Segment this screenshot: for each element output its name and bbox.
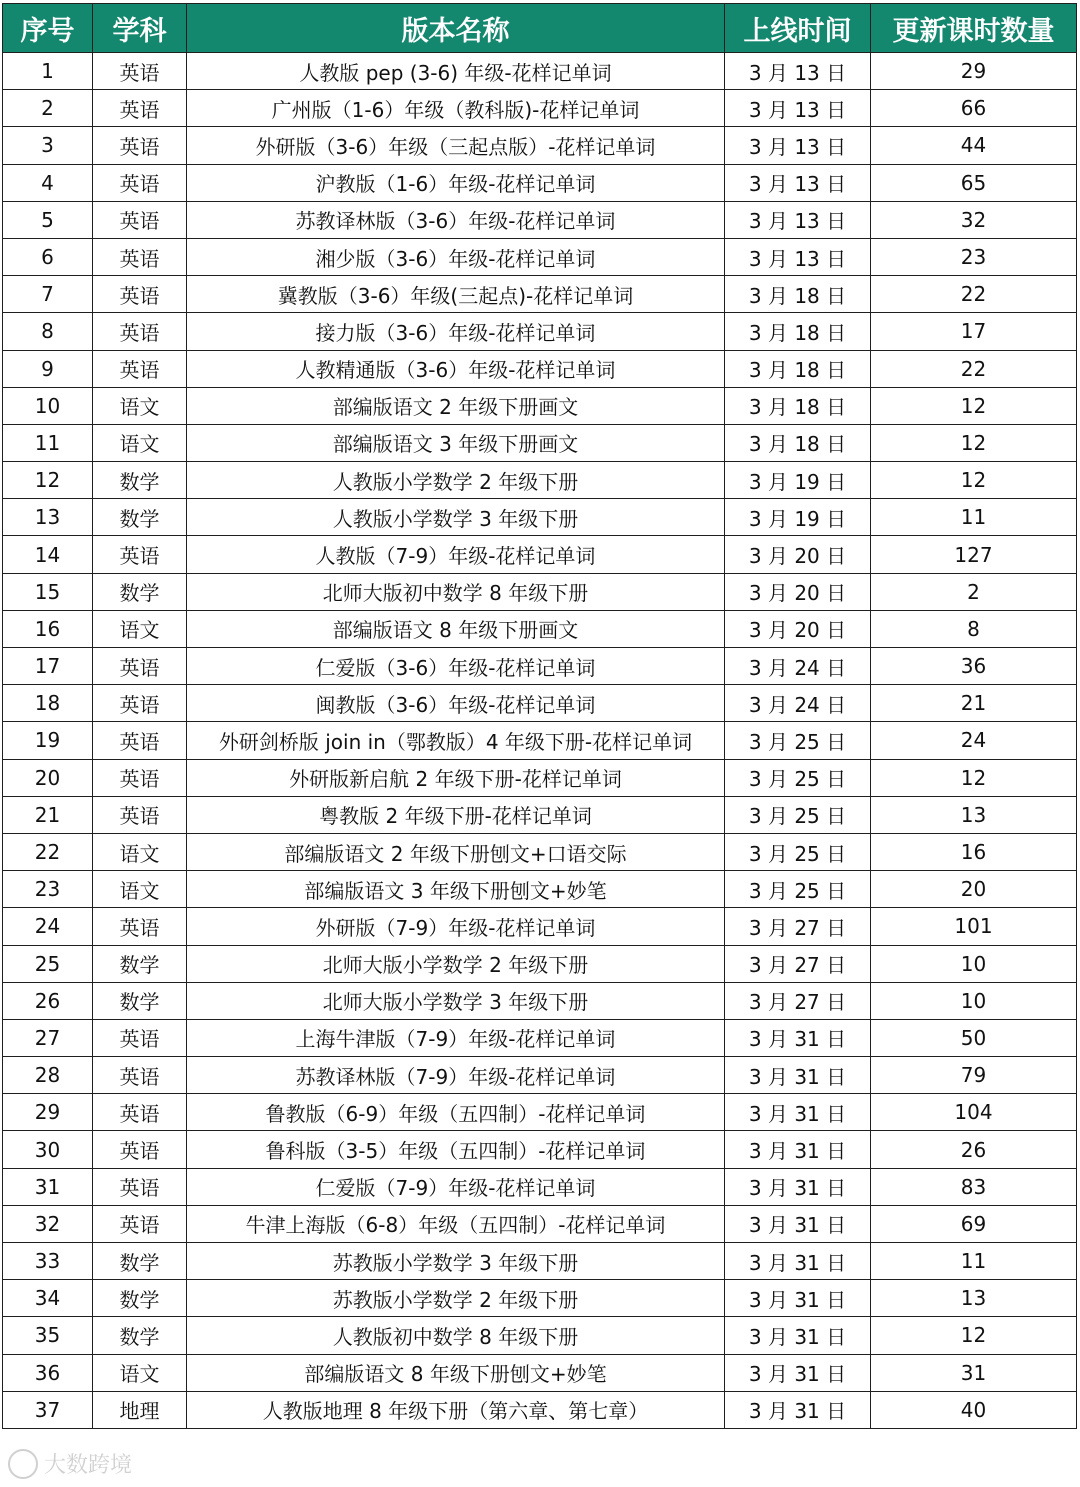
cell-lesson-count: 22 bbox=[871, 350, 1077, 387]
cell-edition-name: 部编版语文 3 年级下册画文 bbox=[187, 424, 725, 461]
table-row bbox=[3, 499, 1077, 536]
cell-lesson-count: 12 bbox=[871, 462, 1077, 499]
cell-launch-date: 3 月 31 日 bbox=[725, 1168, 871, 1205]
cell-lesson-count: 12 bbox=[871, 424, 1077, 461]
table-row bbox=[3, 759, 1077, 796]
cell-edition-name: 广州版（1-6）年级（教科版)-花样记单词 bbox=[187, 90, 725, 127]
watermark bbox=[8, 1448, 132, 1479]
cell-launch-date: 3 月 18 日 bbox=[725, 350, 871, 387]
cell-index: 31 bbox=[3, 1168, 93, 1205]
cell-launch-date: 3 月 31 日 bbox=[725, 1243, 871, 1280]
cell-lesson-count: 12 bbox=[871, 387, 1077, 424]
cell-launch-date: 3 月 31 日 bbox=[725, 1354, 871, 1391]
cell-lesson-count: 127 bbox=[871, 536, 1077, 573]
cell-launch-date: 3 月 18 日 bbox=[725, 313, 871, 350]
cell-edition-name: 部编版语文 3 年级下册刨文+妙笔 bbox=[187, 871, 725, 908]
cell-launch-date: 3 月 24 日 bbox=[725, 685, 871, 722]
cell-subject: 数学 bbox=[93, 1243, 187, 1280]
cell-edition-name: 外研版（7-9）年级-花样记单词 bbox=[187, 908, 725, 945]
cell-edition-name: 部编版语文 2 年级下册刨文+口语交际 bbox=[187, 833, 725, 870]
cell-edition-name: 北师大版小学数学 2 年级下册 bbox=[187, 945, 725, 982]
cell-subject: 地理 bbox=[93, 1391, 187, 1428]
cell-lesson-count: 83 bbox=[871, 1168, 1077, 1205]
cell-lesson-count: 17 bbox=[871, 313, 1077, 350]
table-row bbox=[3, 1131, 1077, 1168]
cell-subject: 英语 bbox=[93, 127, 187, 164]
cell-edition-name: 外研版新启航 2 年级下册-花样记单词 bbox=[187, 759, 725, 796]
table-row bbox=[3, 610, 1077, 647]
cell-subject: 语文 bbox=[93, 424, 187, 461]
table-row bbox=[3, 536, 1077, 573]
cell-lesson-count: 13 bbox=[871, 796, 1077, 833]
cell-lesson-count: 12 bbox=[871, 759, 1077, 796]
cell-subject: 英语 bbox=[93, 201, 187, 238]
header-lesson-count: 更新课时数量 bbox=[871, 4, 1077, 53]
cell-index: 14 bbox=[3, 536, 93, 573]
cell-index: 5 bbox=[3, 201, 93, 238]
cell-launch-date: 3 月 13 日 bbox=[725, 127, 871, 164]
cell-index: 26 bbox=[3, 982, 93, 1019]
cell-index: 24 bbox=[3, 908, 93, 945]
table-row bbox=[3, 1094, 1077, 1131]
table-row bbox=[3, 685, 1077, 722]
cell-edition-name: 人教精通版（3-6）年级-花样记单词 bbox=[187, 350, 725, 387]
cell-launch-date: 3 月 20 日 bbox=[725, 610, 871, 647]
cell-launch-date: 3 月 13 日 bbox=[725, 201, 871, 238]
cell-subject: 数学 bbox=[93, 462, 187, 499]
cell-lesson-count: 69 bbox=[871, 1205, 1077, 1242]
cell-index: 36 bbox=[3, 1354, 93, 1391]
cell-index: 15 bbox=[3, 573, 93, 610]
cell-lesson-count: 26 bbox=[871, 1131, 1077, 1168]
table-row bbox=[3, 1317, 1077, 1354]
cell-edition-name: 接力版（3-6）年级-花样记单词 bbox=[187, 313, 725, 350]
cell-edition-name: 人教版地理 8 年级下册（第六章、第七章） bbox=[187, 1391, 725, 1428]
table-row bbox=[3, 648, 1077, 685]
cell-lesson-count: 10 bbox=[871, 945, 1077, 982]
table-row bbox=[3, 53, 1077, 90]
cell-subject: 英语 bbox=[93, 1019, 187, 1056]
cell-launch-date: 3 月 31 日 bbox=[725, 1317, 871, 1354]
header-launch-date: 上线时间 bbox=[725, 4, 871, 53]
cell-lesson-count: 10 bbox=[871, 982, 1077, 1019]
table-row bbox=[3, 313, 1077, 350]
cell-lesson-count: 13 bbox=[871, 1280, 1077, 1317]
cell-index: 33 bbox=[3, 1243, 93, 1280]
cell-index: 32 bbox=[3, 1205, 93, 1242]
cell-edition-name: 闽教版（3-6）年级-花样记单词 bbox=[187, 685, 725, 722]
cell-edition-name: 鲁教版（6-9）年级（五四制）-花样记单词 bbox=[187, 1094, 725, 1131]
table-row bbox=[3, 1019, 1077, 1056]
cell-edition-name: 部编版语文 8 年级下册画文 bbox=[187, 610, 725, 647]
cell-edition-name: 苏教版小学数学 3 年级下册 bbox=[187, 1243, 725, 1280]
cell-lesson-count: 11 bbox=[871, 499, 1077, 536]
cell-index: 29 bbox=[3, 1094, 93, 1131]
cell-index: 37 bbox=[3, 1391, 93, 1428]
cell-index: 23 bbox=[3, 871, 93, 908]
cell-lesson-count: 22 bbox=[871, 276, 1077, 313]
cell-lesson-count: 66 bbox=[871, 90, 1077, 127]
cell-index: 27 bbox=[3, 1019, 93, 1056]
cell-index: 35 bbox=[3, 1317, 93, 1354]
cell-edition-name: 人教版（7-9）年级-花样记单词 bbox=[187, 536, 725, 573]
table-row bbox=[3, 276, 1077, 313]
cell-subject: 英语 bbox=[93, 238, 187, 275]
cell-launch-date: 3 月 13 日 bbox=[725, 238, 871, 275]
cell-edition-name: 人教版小学数学 2 年级下册 bbox=[187, 462, 725, 499]
course-update-table bbox=[2, 3, 1077, 1429]
cell-edition-name: 湘少版（3-6）年级-花样记单词 bbox=[187, 238, 725, 275]
cell-index: 17 bbox=[3, 648, 93, 685]
cell-edition-name: 部编版语文 8 年级下册刨文+妙笔 bbox=[187, 1354, 725, 1391]
cell-index: 7 bbox=[3, 276, 93, 313]
cell-edition-name: 牛津上海版（6-8）年级（五四制）-花样记单词 bbox=[187, 1205, 725, 1242]
table-row bbox=[3, 238, 1077, 275]
cell-lesson-count: 20 bbox=[871, 871, 1077, 908]
cell-edition-name: 人教版初中数学 8 年级下册 bbox=[187, 1317, 725, 1354]
cell-launch-date: 3 月 25 日 bbox=[725, 759, 871, 796]
cell-subject: 数学 bbox=[93, 499, 187, 536]
cell-subject: 英语 bbox=[93, 1094, 187, 1131]
cell-subject: 英语 bbox=[93, 796, 187, 833]
cell-launch-date: 3 月 24 日 bbox=[725, 648, 871, 685]
cell-edition-name: 上海牛津版（7-9）年级-花样记单词 bbox=[187, 1019, 725, 1056]
table-row bbox=[3, 1168, 1077, 1205]
cell-subject: 英语 bbox=[93, 536, 187, 573]
table-row bbox=[3, 350, 1077, 387]
header-row bbox=[3, 4, 1077, 53]
cell-launch-date: 3 月 18 日 bbox=[725, 276, 871, 313]
table-row bbox=[3, 982, 1077, 1019]
cell-subject: 英语 bbox=[93, 1131, 187, 1168]
cell-subject: 英语 bbox=[93, 1168, 187, 1205]
table-row bbox=[3, 908, 1077, 945]
table-row bbox=[3, 1057, 1077, 1094]
cell-index: 12 bbox=[3, 462, 93, 499]
cell-subject: 英语 bbox=[93, 90, 187, 127]
cell-launch-date: 3 月 13 日 bbox=[725, 90, 871, 127]
cell-lesson-count: 16 bbox=[871, 833, 1077, 870]
watermark-logo-icon bbox=[8, 1449, 38, 1479]
cell-edition-name: 仁爱版（7-9）年级-花样记单词 bbox=[187, 1168, 725, 1205]
table-row bbox=[3, 573, 1077, 610]
table-row bbox=[3, 424, 1077, 461]
cell-lesson-count: 24 bbox=[871, 722, 1077, 759]
cell-subject: 语文 bbox=[93, 1354, 187, 1391]
cell-subject: 英语 bbox=[93, 350, 187, 387]
cell-edition-name: 人教版小学数学 3 年级下册 bbox=[187, 499, 725, 536]
cell-launch-date: 3 月 31 日 bbox=[725, 1205, 871, 1242]
cell-lesson-count: 29 bbox=[871, 53, 1077, 90]
cell-edition-name: 人教版 pep (3-6) 年级-花样记单词 bbox=[187, 53, 725, 90]
table-row bbox=[3, 796, 1077, 833]
cell-subject: 英语 bbox=[93, 648, 187, 685]
table-row bbox=[3, 387, 1077, 424]
table-row bbox=[3, 127, 1077, 164]
cell-subject: 英语 bbox=[93, 276, 187, 313]
cell-index: 22 bbox=[3, 833, 93, 870]
cell-index: 21 bbox=[3, 796, 93, 833]
table-row bbox=[3, 722, 1077, 759]
cell-launch-date: 3 月 27 日 bbox=[725, 908, 871, 945]
table-row bbox=[3, 164, 1077, 201]
cell-edition-name: 仁爱版（3-6）年级-花样记单词 bbox=[187, 648, 725, 685]
cell-index: 16 bbox=[3, 610, 93, 647]
cell-lesson-count: 8 bbox=[871, 610, 1077, 647]
cell-edition-name: 苏教版小学数学 2 年级下册 bbox=[187, 1280, 725, 1317]
cell-launch-date: 3 月 27 日 bbox=[725, 982, 871, 1019]
cell-edition-name: 粤教版 2 年级下册-花样记单词 bbox=[187, 796, 725, 833]
table-row bbox=[3, 1243, 1077, 1280]
cell-index: 25 bbox=[3, 945, 93, 982]
cell-lesson-count: 21 bbox=[871, 685, 1077, 722]
header-edition-name: 版本名称 bbox=[187, 4, 725, 53]
cell-index: 13 bbox=[3, 499, 93, 536]
cell-subject: 英语 bbox=[93, 164, 187, 201]
cell-subject: 英语 bbox=[93, 722, 187, 759]
cell-subject: 英语 bbox=[93, 685, 187, 722]
cell-edition-name: 苏教译林版（3-6）年级-花样记单词 bbox=[187, 201, 725, 238]
cell-lesson-count: 2 bbox=[871, 573, 1077, 610]
cell-index: 4 bbox=[3, 164, 93, 201]
cell-edition-name: 外研剑桥版 join in（鄂教版）4 年级下册-花样记单词 bbox=[187, 722, 725, 759]
cell-lesson-count: 65 bbox=[871, 164, 1077, 201]
watermark-text: 大数跨境 bbox=[44, 1453, 133, 1478]
cell-subject: 英语 bbox=[93, 1205, 187, 1242]
cell-launch-date: 3 月 20 日 bbox=[725, 536, 871, 573]
table-row bbox=[3, 1391, 1077, 1428]
table-row bbox=[3, 90, 1077, 127]
cell-lesson-count: 79 bbox=[871, 1057, 1077, 1094]
cell-lesson-count: 36 bbox=[871, 648, 1077, 685]
cell-launch-date: 3 月 31 日 bbox=[725, 1094, 871, 1131]
cell-index: 9 bbox=[3, 350, 93, 387]
cell-index: 2 bbox=[3, 90, 93, 127]
cell-subject: 英语 bbox=[93, 53, 187, 90]
cell-lesson-count: 104 bbox=[871, 1094, 1077, 1131]
cell-edition-name: 沪教版（1-6）年级-花样记单词 bbox=[187, 164, 725, 201]
cell-index: 11 bbox=[3, 424, 93, 461]
cell-edition-name: 北师大版小学数学 3 年级下册 bbox=[187, 982, 725, 1019]
cell-edition-name: 外研版（3-6）年级（三起点版）-花样记单词 bbox=[187, 127, 725, 164]
cell-lesson-count: 40 bbox=[871, 1391, 1077, 1428]
cell-lesson-count: 44 bbox=[871, 127, 1077, 164]
table-row bbox=[3, 1354, 1077, 1391]
table-row bbox=[3, 833, 1077, 870]
cell-launch-date: 3 月 31 日 bbox=[725, 1280, 871, 1317]
cell-launch-date: 3 月 31 日 bbox=[725, 1391, 871, 1428]
cell-subject: 语文 bbox=[93, 871, 187, 908]
table-row bbox=[3, 1280, 1077, 1317]
table-body bbox=[3, 53, 1077, 1429]
table-row bbox=[3, 1205, 1077, 1242]
cell-subject: 数学 bbox=[93, 945, 187, 982]
cell-index: 3 bbox=[3, 127, 93, 164]
cell-subject: 数学 bbox=[93, 573, 187, 610]
cell-subject: 数学 bbox=[93, 1280, 187, 1317]
cell-subject: 英语 bbox=[93, 759, 187, 796]
cell-lesson-count: 50 bbox=[871, 1019, 1077, 1056]
table-row bbox=[3, 871, 1077, 908]
cell-edition-name: 冀教版（3-6）年级(三起点)-花样记单词 bbox=[187, 276, 725, 313]
cell-launch-date: 3 月 25 日 bbox=[725, 722, 871, 759]
cell-edition-name: 北师大版初中数学 8 年级下册 bbox=[187, 573, 725, 610]
cell-subject: 数学 bbox=[93, 1317, 187, 1354]
cell-index: 28 bbox=[3, 1057, 93, 1094]
cell-launch-date: 3 月 19 日 bbox=[725, 462, 871, 499]
cell-launch-date: 3 月 18 日 bbox=[725, 387, 871, 424]
cell-edition-name: 苏教译林版（7-9）年级-花样记单词 bbox=[187, 1057, 725, 1094]
cell-index: 10 bbox=[3, 387, 93, 424]
cell-lesson-count: 12 bbox=[871, 1317, 1077, 1354]
cell-edition-name: 部编版语文 2 年级下册画文 bbox=[187, 387, 725, 424]
cell-subject: 语文 bbox=[93, 610, 187, 647]
cell-edition-name: 鲁科版（3-5）年级（五四制）-花样记单词 bbox=[187, 1131, 725, 1168]
cell-lesson-count: 11 bbox=[871, 1243, 1077, 1280]
cell-subject: 英语 bbox=[93, 908, 187, 945]
header-index: 序号 bbox=[3, 4, 93, 53]
cell-launch-date: 3 月 20 日 bbox=[725, 573, 871, 610]
cell-subject: 英语 bbox=[93, 1057, 187, 1094]
cell-launch-date: 3 月 25 日 bbox=[725, 833, 871, 870]
cell-index: 18 bbox=[3, 685, 93, 722]
cell-launch-date: 3 月 19 日 bbox=[725, 499, 871, 536]
cell-launch-date: 3 月 25 日 bbox=[725, 796, 871, 833]
header-subject: 学科 bbox=[93, 4, 187, 53]
cell-index: 8 bbox=[3, 313, 93, 350]
cell-index: 34 bbox=[3, 1280, 93, 1317]
table-header bbox=[3, 4, 1077, 53]
cell-launch-date: 3 月 25 日 bbox=[725, 871, 871, 908]
cell-lesson-count: 101 bbox=[871, 908, 1077, 945]
cell-index: 1 bbox=[3, 53, 93, 90]
cell-launch-date: 3 月 13 日 bbox=[725, 53, 871, 90]
cell-index: 6 bbox=[3, 238, 93, 275]
cell-lesson-count: 31 bbox=[871, 1354, 1077, 1391]
table-row bbox=[3, 945, 1077, 982]
cell-launch-date: 3 月 31 日 bbox=[725, 1131, 871, 1168]
cell-launch-date: 3 月 31 日 bbox=[725, 1019, 871, 1056]
cell-subject: 英语 bbox=[93, 313, 187, 350]
table-row bbox=[3, 462, 1077, 499]
cell-subject: 语文 bbox=[93, 833, 187, 870]
cell-launch-date: 3 月 31 日 bbox=[725, 1057, 871, 1094]
cell-subject: 数学 bbox=[93, 982, 187, 1019]
cell-index: 30 bbox=[3, 1131, 93, 1168]
cell-lesson-count: 32 bbox=[871, 201, 1077, 238]
cell-launch-date: 3 月 18 日 bbox=[725, 424, 871, 461]
cell-index: 20 bbox=[3, 759, 93, 796]
cell-lesson-count: 23 bbox=[871, 238, 1077, 275]
cell-launch-date: 3 月 13 日 bbox=[725, 164, 871, 201]
table-row bbox=[3, 201, 1077, 238]
cell-launch-date: 3 月 27 日 bbox=[725, 945, 871, 982]
cell-index: 19 bbox=[3, 722, 93, 759]
cell-subject: 语文 bbox=[93, 387, 187, 424]
